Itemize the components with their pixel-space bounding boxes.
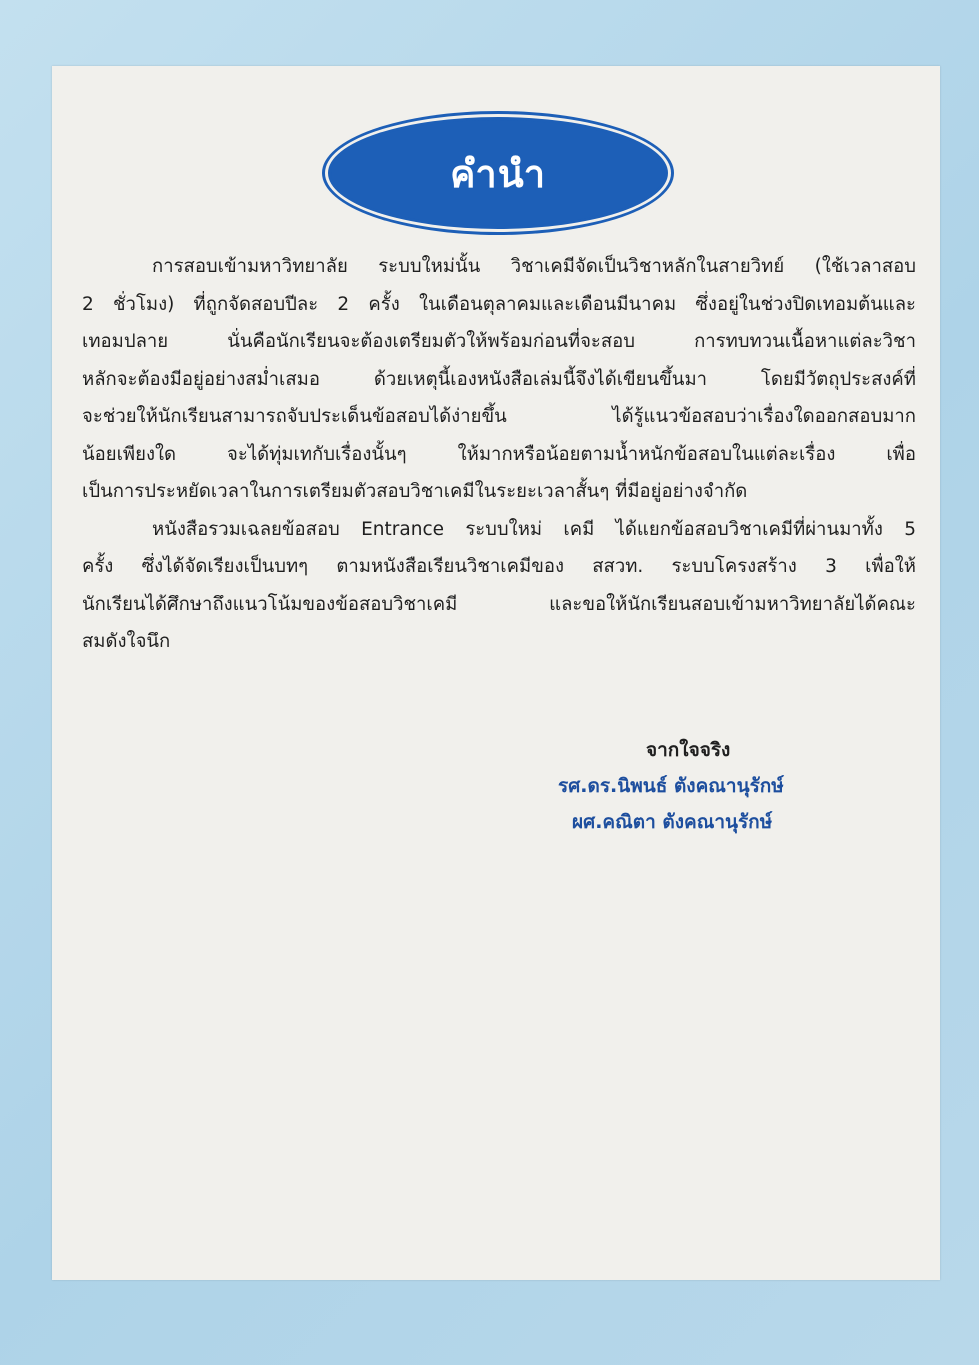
paragraph-line: เทอมปลาย นั่นคือนักเรียนจะต้องเตรียมตัวให้พร้อมก่อนที่จะสอบ การทบทวนเนื้อหาแต่ละวิชา (82, 331, 916, 352)
preface-body (82, 248, 916, 661)
document-page (52, 66, 940, 1280)
paragraph-2 (82, 511, 916, 661)
paragraph-line: น้อยเพียงใด จะได้ทุ่มเทกับเรื่องนั้นๆ ให้มากหรือน้อยตามน้ำหนักข้อสอบในแต่ละเรื่อง เพื่อ (82, 443, 916, 465)
paragraph-line: ครั้ง ซึ่งได้จัดเรียงเป็นบทๆ ตามหนังสือเรียนวิชาเคมีของ สสวท. ระบบโครงสร้าง 3 เพื่อให้ (82, 556, 916, 577)
paragraph-line: การสอบเข้ามหาวิทยาลัย ระบบใหม่นั้น วิชาเคมีจัดเป็นวิชาหลักในสายวิทย์ (ใช้เวลาสอบ (152, 256, 916, 277)
signature-closing: จากใจจริง (646, 739, 731, 761)
paragraph-line: หนังสือรวมเฉลยข้อสอบ Entrance ระบบใหม่ เคมี ได้แยกข้อสอบวิชาเคมีที่ผ่านมาทั้ง 5 (152, 518, 916, 540)
paragraph-line: เป็นการประหยัดเวลาในการเตรียมตัวสอบวิชาเคมีในระยะเวลาสั้นๆ ที่มีอยู่อย่างจำกัด (82, 481, 748, 502)
title-oval-badge (328, 117, 668, 229)
paragraph-line: นักเรียนได้ศึกษาถึงแนวโน้มของข้อสอบวิชาเคมี และขอให้นักเรียนสอบเข้ามหาวิทยาลัยได้คณะ (82, 593, 916, 615)
paragraph-1 (82, 248, 916, 511)
author-name-2: ผศ.คณิตา ตังคณานุรักษ์ (572, 811, 773, 833)
paragraph-line: สมดังใจนึก (82, 631, 171, 652)
signature-block (558, 732, 848, 840)
paragraph-line: 2 ชั่วโมง) ที่ถูกจัดสอบปีละ 2 ครั้ง ในเดือนตุลาคมและเดือนมีนาคม ซึ่งอยู่ในช่วงปิดเทอมต้นและ (82, 293, 916, 315)
page-title: คำนำ (449, 151, 547, 196)
author-name-1: รศ.ดร.นิพนธ์ ตังคณานุรักษ์ (558, 775, 784, 797)
paragraph-line: หลักจะต้องมีอยู่อย่างสม่ำเสมอ ด้วยเหตุนี้เองหนังสือเล่มนี้จึงได้เขียนขึ้นมา โดยมีวัตถุประสงค์ที่ (82, 368, 916, 390)
paragraph-line: จะช่วยให้นักเรียนสามารถจับประเด็นข้อสอบได้ง่ายขึ้น ได้รู้แนวข้อสอบว่าเรื่องใดออกสอบมาก (82, 406, 916, 427)
